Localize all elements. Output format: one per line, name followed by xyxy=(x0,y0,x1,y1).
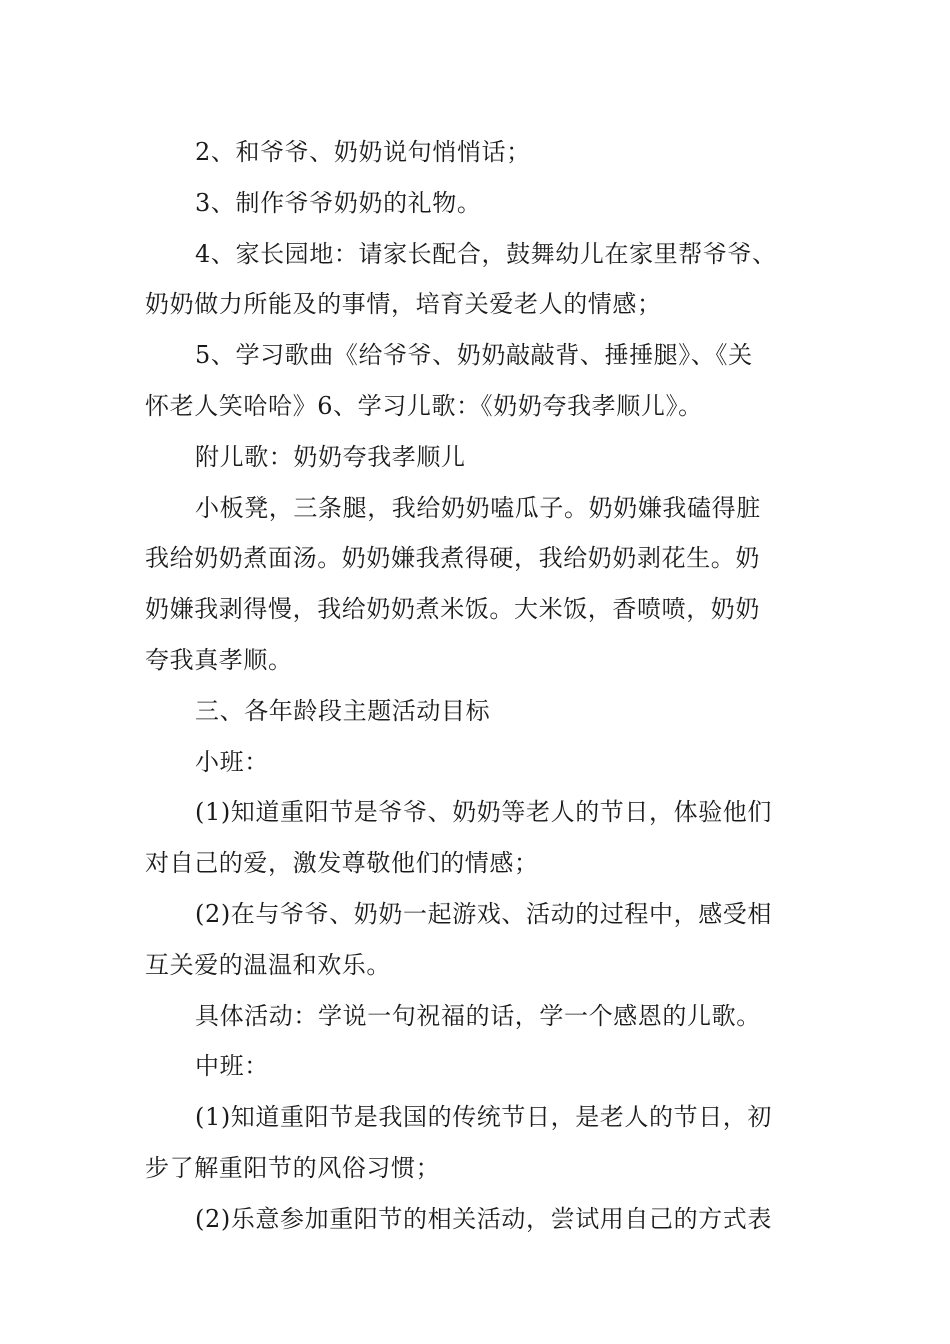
text-line: (1)知道重阳节是我国的传统节日，是老人的节日，初 xyxy=(195,1103,772,1132)
text-line: 具体活动：学说一句祝福的话，学一个感恩的儿歌。 xyxy=(195,1001,761,1030)
text-line: 4、家长园地：请家长配合，鼓舞幼儿在家里帮爷爷、 xyxy=(195,239,777,268)
text-line: 5、学习歌曲《给爷爷、奶奶敲敲背、捶捶腿》、《关 xyxy=(195,341,753,370)
text-line: 夸我真孝顺。 xyxy=(145,645,293,674)
text-line: 互关爱的温温和欢乐。 xyxy=(145,950,391,979)
text-line: (2)乐意参加重阳节的相关活动，尝试用自己的方式表 xyxy=(195,1204,772,1233)
text-line: 奶奶做力所能及的事情，培育关爱老人的情感； xyxy=(145,290,662,319)
text-line: 3、制作爷爷奶奶的礼物。 xyxy=(195,188,482,217)
text-line: 我给奶奶煮面汤。奶奶嫌我煮得硬，我给奶奶剥花生。奶 xyxy=(145,544,760,573)
text-line: 步了解重阳节的风俗习惯； xyxy=(145,1153,441,1182)
subheading-small-class: 小班： xyxy=(195,747,269,776)
text-line: 小板凳，三条腿，我给奶奶嗑瓜子。奶奶嫌我磕得脏 xyxy=(195,493,761,522)
text-line: 2、和爷爷、奶奶说句悄悄话； xyxy=(195,138,531,166)
text-line: 怀老人笑哈哈》6、学习儿歌：《奶奶夸我孝顺儿》。 xyxy=(145,391,703,420)
text-line: 附儿歌：奶奶夸我孝顺儿 xyxy=(195,442,466,471)
text-line: (2)在与爷爷、奶奶一起游戏、活动的过程中，感受相 xyxy=(195,899,772,928)
text-line: 对自己的爱，激发尊敬他们的情感； xyxy=(145,849,539,878)
text-line: 奶嫌我剥得慢，我给奶奶煮米饭。大米饭，香喷喷，奶奶 xyxy=(145,595,760,624)
subheading-middle-class: 中班： xyxy=(195,1052,269,1081)
document-body xyxy=(145,127,807,1245)
text-line: (1)知道重阳节是爷爷、奶奶等老人的节日，体验他们 xyxy=(195,798,772,827)
section-heading: 三、各年龄段主题活动目标 xyxy=(195,696,491,725)
